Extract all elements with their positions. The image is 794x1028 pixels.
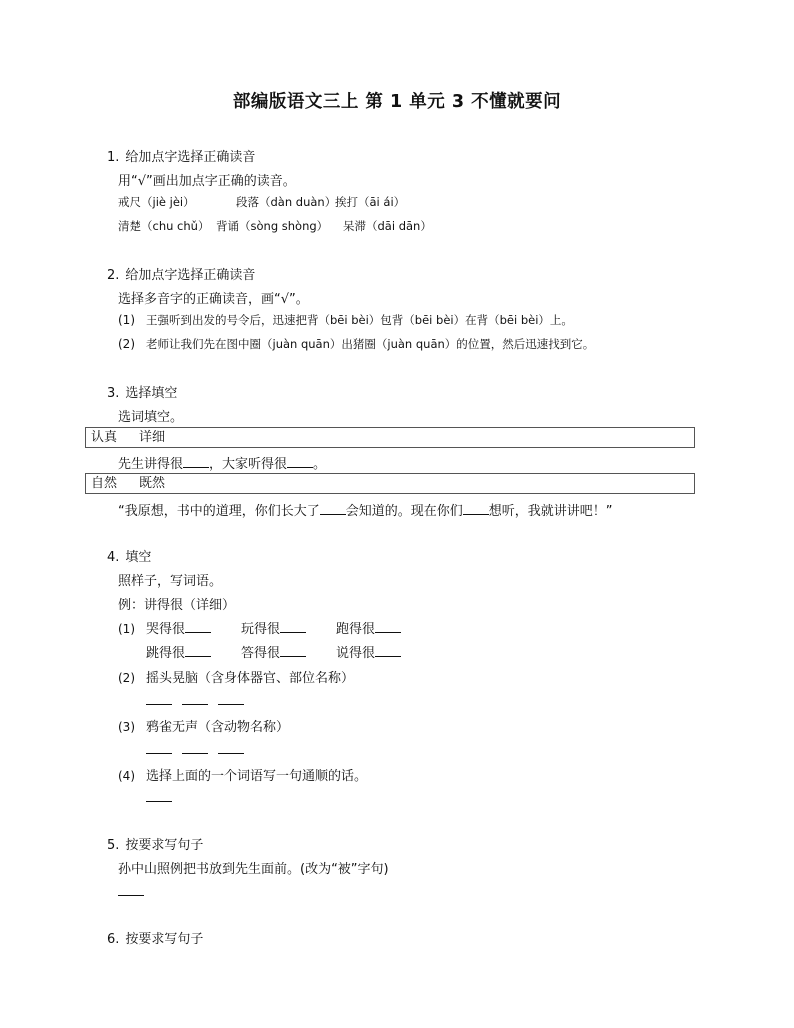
answer-blanks (146, 692, 254, 709)
question-number: 3. (107, 386, 120, 401)
question-4-heading (107, 546, 151, 565)
item-index: (1) (118, 313, 135, 327)
word-option: 自然 (91, 476, 118, 491)
answer-blank[interactable] (183, 455, 209, 468)
word-stem: 玩得很 (241, 622, 281, 637)
pinyin-choice: 背诵（sòng shòng） (216, 219, 329, 233)
pinyin-choice: 挨打（āi ái） (335, 195, 406, 209)
word-stem: 跳得很 (146, 646, 186, 661)
word-stem: 说得很 (336, 646, 376, 661)
question-3-sentence-1 (118, 453, 326, 472)
question-number: 4. (107, 550, 120, 565)
question-4-item-1-row-2 (146, 642, 431, 661)
item-text: 王强听到出发的号令后，迅速把背（bēi bèi）包背（bēi bèi）在背（bēi bèi）上。 (146, 313, 573, 327)
question-number: 5. (107, 838, 120, 853)
word-stem: 哭得很 (146, 622, 186, 637)
question-4-example: 例：讲得很（详细） (118, 598, 236, 613)
word-fill (241, 618, 336, 637)
question-1-row-2 (118, 218, 432, 234)
question-title: 给加点字选择正确读音 (125, 150, 256, 165)
question-title: 选择填空 (125, 386, 178, 401)
question-1-heading (107, 146, 255, 165)
sentence-text: 先生讲得很 (118, 457, 184, 472)
question-number: 1. (107, 150, 120, 165)
pinyin-choice: 清楚（chu chǔ） (118, 219, 210, 233)
question-2-heading (107, 264, 255, 283)
word-bank-2 (85, 473, 695, 494)
answer-blanks (146, 789, 182, 806)
question-title: 按要求写句子 (125, 932, 204, 947)
question-3-instruction: 选词填空。 (118, 410, 184, 425)
word-option: 认真 (91, 430, 118, 445)
question-4-item-2 (118, 667, 354, 686)
answer-blank[interactable] (118, 883, 144, 896)
answer-blank[interactable] (218, 692, 244, 705)
answer-blank[interactable] (146, 789, 172, 802)
answer-blanks (118, 883, 154, 900)
question-4-item-1 (118, 618, 431, 637)
word-option: 既然 (139, 476, 166, 491)
item-index: (1) (118, 622, 135, 636)
sentence-text: 会知道的。现在你们 (345, 504, 463, 519)
question-2-instruction: 选择多音字的正确读音，画“√”。 (118, 292, 309, 307)
word-fill (146, 618, 241, 637)
word-fill (336, 618, 431, 637)
question-1-row-1 (118, 194, 405, 210)
answer-blank[interactable] (320, 502, 346, 515)
answer-blank[interactable] (280, 644, 306, 657)
item-text: 鸦雀无声（含动物名称） (146, 720, 290, 735)
answer-blank[interactable] (185, 620, 211, 633)
question-2-item-1 (118, 312, 573, 328)
word-option: 详细 (139, 430, 166, 445)
item-index: (4) (118, 769, 135, 783)
question-5-heading (107, 834, 203, 853)
answer-blank[interactable] (182, 692, 208, 705)
question-5-instruction: 孙中山照例把书放到先生面前。(改为“被”字句) (118, 862, 389, 877)
item-index: (2) (118, 337, 135, 351)
item-text: 摇头晃脑（含身体器官、部位名称） (146, 671, 355, 686)
answer-blank[interactable] (146, 692, 172, 705)
answer-blanks (146, 741, 254, 758)
answer-blank[interactable] (280, 620, 306, 633)
page-title: 部编版语文三上 第 1 单元 3 不懂就要问 (232, 92, 562, 112)
word-fill (146, 642, 241, 661)
question-2-item-2 (118, 336, 594, 352)
word-bank-1 (85, 427, 695, 448)
answer-blank[interactable] (375, 620, 401, 633)
item-index: (2) (118, 671, 135, 685)
answer-blank[interactable] (146, 741, 172, 754)
question-number: 2. (107, 268, 120, 283)
item-text: 选择上面的一个词语写一句通顺的话。 (146, 769, 368, 784)
sentence-text: ，大家听得很 (209, 457, 288, 472)
sentence-text: 想听，我就讲讲吧！” (488, 504, 613, 519)
answer-blank[interactable] (185, 644, 211, 657)
question-4-item-4 (118, 765, 367, 784)
answer-blank[interactable] (375, 644, 401, 657)
question-title: 填空 (125, 550, 152, 565)
question-3-heading (107, 382, 177, 401)
question-4-instruction: 照样子，写词语。 (118, 574, 223, 589)
answer-blank[interactable] (218, 741, 244, 754)
question-4-item-3 (118, 716, 289, 735)
word-fill (336, 642, 431, 661)
sentence-text: “我原想，书中的道理，你们长大了 (118, 504, 320, 519)
question-3-sentence-2 (118, 500, 613, 519)
question-number: 6. (107, 932, 120, 947)
item-text: 老师让我们先在图中圈（juàn quān）出猪圈（juàn quān）的位置，然后迅速找到它。 (146, 337, 595, 351)
item-index: (3) (118, 720, 135, 734)
word-stem: 跑得很 (336, 622, 376, 637)
question-6-heading (107, 928, 203, 947)
pinyin-choice: 戒尺（jiè jèi） (118, 195, 195, 209)
question-title: 按要求写句子 (125, 838, 204, 853)
pinyin-choice: 段落（dàn duàn） (236, 195, 337, 209)
question-1-instruction: 用“√”画出加点字正确的读音。 (118, 174, 296, 189)
sentence-text: 。 (313, 457, 327, 472)
answer-blank[interactable] (463, 502, 489, 515)
word-stem: 答得很 (241, 646, 281, 661)
answer-blank[interactable] (287, 455, 313, 468)
question-title: 给加点字选择正确读音 (125, 268, 256, 283)
word-fill (241, 642, 336, 661)
answer-blank[interactable] (182, 741, 208, 754)
pinyin-choice: 呆滞（dāi dān） (343, 219, 432, 233)
